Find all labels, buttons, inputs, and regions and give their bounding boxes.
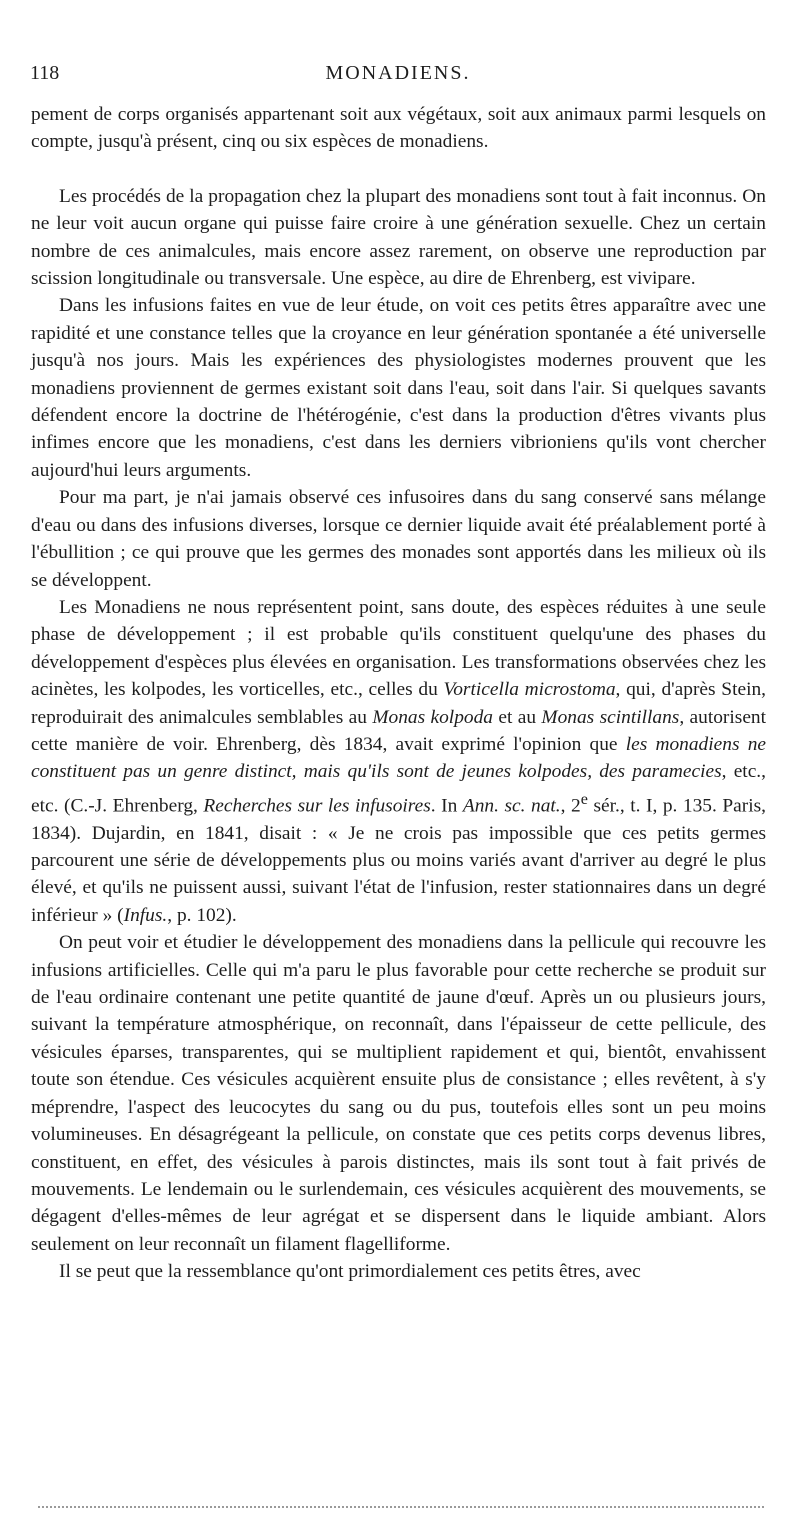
running-head: MONADIENS. — [325, 62, 471, 84]
page-header — [30, 62, 766, 92]
text-run: . In — [430, 795, 463, 817]
citation-title: Infus. — [123, 904, 168, 926]
paragraph: Dans les infusions faites en vue de leur étude, on voit ces petits êtres apparaître avec une rapidité et une constance telles que la croyance en leur génération spontanée a été universelle jusqu'à nos jours. Mais les expériences des physiologistes modernes prouvent que les monadiens proviennent de germes existant soit dans l'eau, soit dans l'air. Si quelques savants défendent encore la doctrine de l'hétérogénie, c'est dans la production d'êtres vivants plus infimes encore que les monadiens, c'est dans les derniers vibrioniens qu'ils vont chercher aujourd'hui leurs arguments. — [31, 295, 766, 481]
species-name: Monas kolpoda — [372, 706, 493, 728]
footer-dotted-rule — [38, 1506, 764, 1508]
paragraph: Pour ma part, je n'ai jamais observé ces infusoires dans du sang conservé sans mélange d'eau ou dans des infusions diverses, lorsque ce dernier liquide avait été préalablement porté à l'ébullition ; ce qui prouve que les germes des monades sont apportés dans les milieux où ils se développent. — [31, 487, 766, 591]
text-run: sér., t. I, p. 135. Paris, 1834). Dujardin, en 1841, disait : « Je ne crois pas impossible que ces petits germes parcourent une série de développements plus ou moins variés avant d'arriver au degré le plus élevé, et qu'ils ne puissent aussi, suivant l'état de l'infusion, rester stationnaires dans un degré inférieur » ( — [31, 795, 767, 926]
text-run: , p. 102). — [167, 904, 237, 926]
text-run: , 2 — [560, 795, 581, 817]
text-run: , autorisent cette manière de voir. Ehrenberg, dès 1834, avait exprimé l'opinion que — [31, 706, 767, 755]
superscript: e — [580, 790, 588, 808]
citation-journal: Ann. sc. nat. — [462, 795, 561, 817]
paragraph: Les procédés de la propagation chez la plupart des monadiens sont tout à fait inconnus. On ne leur voit aucun organe qui puisse faire croire à une génération sexuelle. Chez un certain nombre de ces animalcules, mais encore assez rarement, on observe une reproduction par scission longitudinale ou transversale. Une espèce, au dire de Ehrenberg, est vivipare. — [31, 185, 766, 290]
citation-title: Recherches sur les infusoires — [203, 795, 431, 817]
paragraph: On peut voir et étudier le développement des monadiens dans la pellicule qui recouvre les infusions artificielles. Celle qui m'a paru le plus favorable pour cette recherche se produit sur de l'eau ordinaire contenant une petite quantité de jaune d'œuf. Après un ou plusieurs jours, suivant la température atmosphérique, on reconnaît, dans l'épaisseur de cette pellicule, des vésicules éparses, transparentes, qui se multiplient rapidement et qui, bientôt, envahissent toute son étendue. Ces vésicules acquièrent ensuite plus de consistance ; elles revêtent, à s'y méprendre, l'aspect des leucocytes du sang ou du pus, toutefois elles sont un peu moins volumineuses. En désagrégeant la pellicule, on constate que ces petits corps devenus libres, constituent, en effet, des vésicules à parois distinctes, mais ils sont tout à fait privés de mouvements. Le lendemain ou le surlendemain, ces vésicules acquièrent des mouvements, se dégagent d'elles-mêmes de leur agrégat et se dispersent dans le liquide ambiant. Alors seulement on leur reconnaît un filament flagelliforme. — [31, 932, 766, 1255]
text-run: , etc., etc. (C.-J. Ehrenberg, — [31, 761, 766, 817]
species-name: Monas scintillans — [541, 706, 680, 728]
page-number: 118 — [30, 62, 60, 84]
text-run: et au — [492, 706, 542, 728]
text-run: Les Monadiens ne nous représentent point, sans doute, des espèces réduites à une seule phase de développement ; il est probable qu'ils constituent quelqu'une des phases du développement d'espèces plus élevées en organisation. Les transformations observées chez les acinètes, les kolpodes, les vorticelles, etc., celles du — [31, 596, 766, 701]
species-name: Vorticella microstoma — [443, 679, 616, 701]
paragraph — [31, 594, 766, 929]
paragraph: pement de corps organisés appartenant soit aux végétaux, soit aux animaux parmi lesquels on compte, jusqu'à présent, cinq ou six espèces de monadiens. — [31, 104, 766, 153]
body-text — [31, 101, 766, 1286]
text-run: , qui, d'après Stein, reproduirait des animalcules semblables au — [31, 679, 767, 728]
paragraph: Il se peut que la ressemblance qu'ont primordialement ces petits êtres, avec — [59, 1261, 641, 1283]
quoted-opinion: les monadiens ne constituent pas un genre distinct, mais qu'ils sont de jeunes kolpodes, des paramecies — [31, 733, 766, 783]
